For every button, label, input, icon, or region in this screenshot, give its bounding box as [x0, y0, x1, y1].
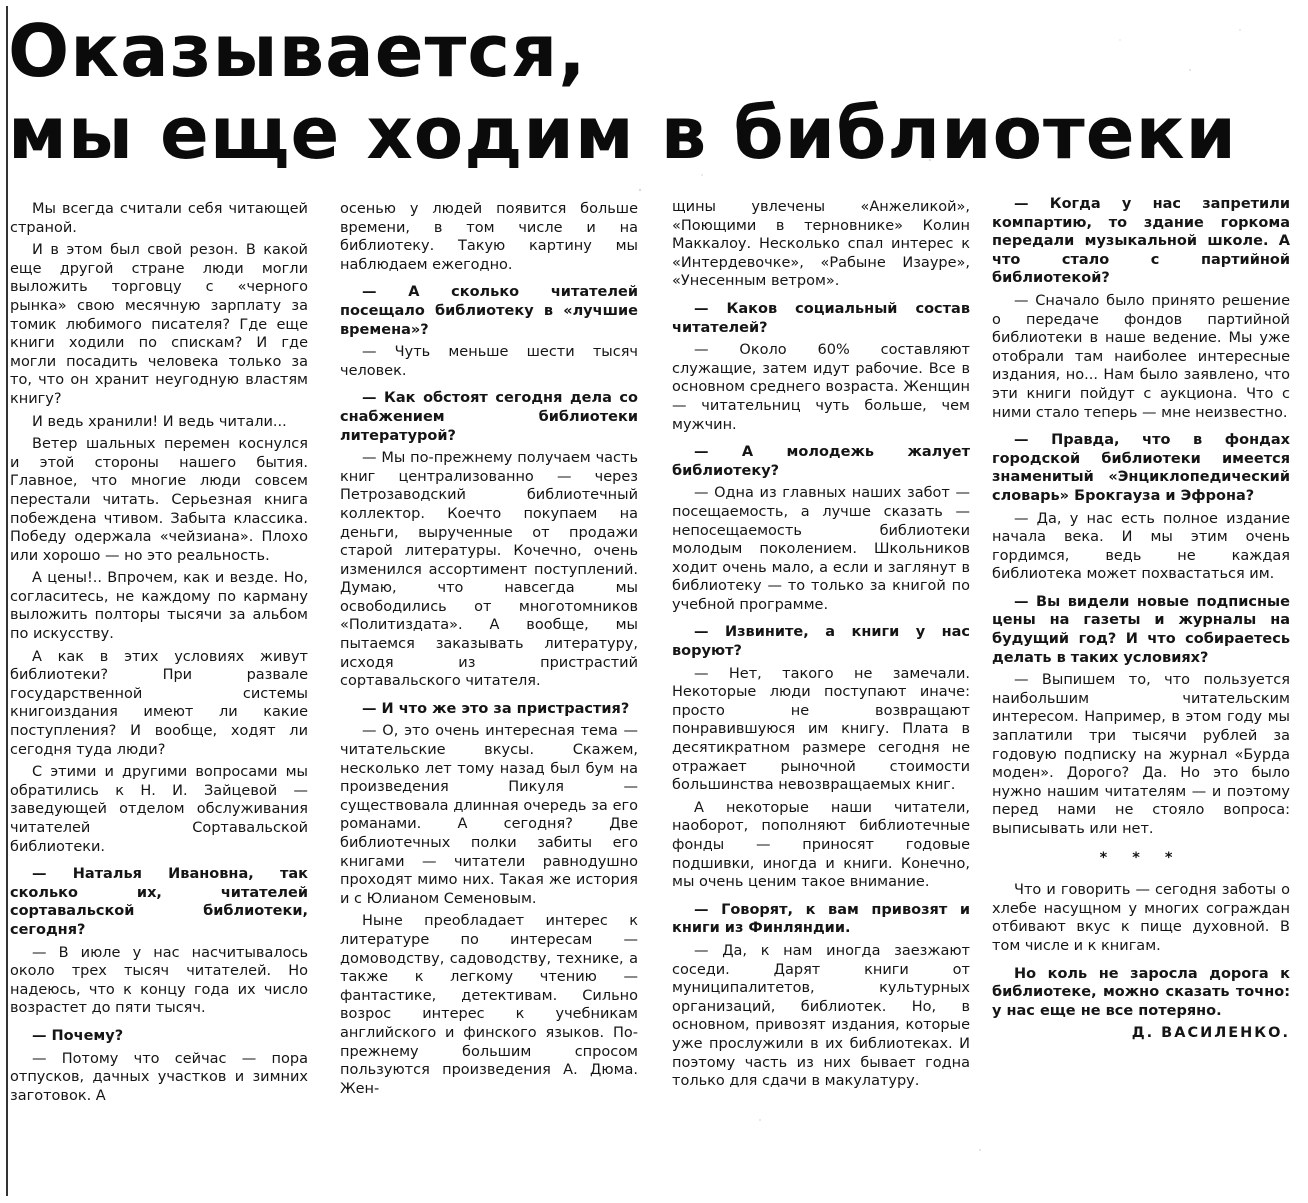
headline-line-1: Оказывается,	[8, 9, 587, 93]
article-paragraph: — О, это очень интересная тема — читательские вкусы. Скажем, несколько лет тому назад был бум на произведения Пикуля — существовала длинная очередь за его романами. А сегодня? Две библиотечных полки забиты его книгами — читатели равнодушно проходят мимо них. Такая же история и с Юлианом Семеновым.	[340, 723, 638, 907]
interview-question: Но коль не заросла дорога к библиотеке, можно сказать точно: у нас еще не все потеряно.	[992, 965, 1290, 1019]
interview-question: — Когда у нас запретили компартию, то здание горкома передали музыкальной школе. А что стало с партийной библиотекой?	[992, 196, 1290, 287]
article-paragraph: — Нет, такого не замечали. Некоторые люди поступают иначе: просто не возвращают понравившуюся им книгу. Плата в десятикратном размере сегодня не отражает рыночной стоимости большинства невозвращаемых книг.	[672, 665, 970, 794]
article-paragraph: А цены!.. Впрочем, как и везде. Но, согласитесь, не каждому по карману выложить полторы тысячи за альбом по искусству.	[10, 570, 308, 643]
interview-question: — И что же это за пристрастия?	[362, 700, 630, 717]
interview-question: — А сколько читателей посещало библиотеку в «лучшие времена»?	[340, 284, 638, 338]
article-paragraph: осенью у людей появится больше времени, в том числе и на библиотеку. Такую картину мы наблюдаем ежегодно.	[340, 201, 638, 273]
interview-question: — Каков социальный состав читателей?	[672, 300, 970, 336]
interview-question: — А молодежь жалует библиотеку?	[672, 444, 970, 479]
article-paragraph: — Да, у нас есть полное издание начала века. И мы этим очень гордимся, ведь не каждая библиотека может похвастаться им.	[992, 510, 1290, 583]
article-paragraph: — Около 60% составляют служащие, затем идут рабочие. Все в основном среднего возраста. Женщин — читательниц чуть больше, чем мужчин.	[672, 342, 970, 433]
article-paragraph: С этими и другими вопросами мы обратились к Н. И. Зайцевой — заведующей отделом обслуживания читателей Сортавальской библиотеки.	[10, 764, 308, 855]
interview-question: — Говорят, к вам привозят и книги из Финляндии.	[672, 901, 970, 937]
article-paragraph: И ведь хранили! И ведь читали...	[32, 413, 287, 430]
article-paragraph: — Одна из главных наших забот — посещаемость, а лучше сказать — непосещаемость библиотеки молодым поколением. Школьников ходит очень мало, а если и заглянут в библиотеку — то только за книгой по учебной программе.	[672, 485, 970, 613]
article-column-1	[10, 200, 308, 1185]
article-paragraph: щины увлечены «Анжеликой», «Поющими в терновнике» Колин Маккалоу. Несколько спал интерес к «Интердевочке», «Рабыне Изауре», «Унесенным ветром».	[672, 199, 970, 290]
interview-question: — Наталья Ивановна, так сколько их, читателей сортавальской библиотеки, сегодня?	[10, 866, 308, 938]
article-paragraph: А некоторые наши читатели, наоборот, пополняют библиотечные фонды — приносят годовые подшивки, иногда и книги. Конечно, мы очень ценим такое внимание.	[672, 799, 970, 891]
headline	[8, 9, 1237, 175]
article-paragraph: Ныне преобладает интерес к литературе по интересам — домоводству, садоводству, технике, а также к легкому чтению — фантастике, детективам. Сильно возрос интерес к учебникам английского и финского языков. По-прежнему большим спросом пользуются произведения А. Дюма. Жен-	[340, 913, 638, 1097]
article-paragraph: — Выпишем то, что пользуется наибольшим читательским интересом. Например, в этом году мы заплатили три тысячи рублей за годовую подписку на журнал «Бурда моден». Дорого? Да. Но это было нужно нашим читателям — и поэтому перед нами не стояло вопроса: выписывать или нет.	[992, 672, 1290, 837]
article-paragraph: — Чуть меньше шести тысяч человек.	[340, 344, 638, 379]
article-paragraph: — Мы по-прежнему получаем часть книг централизованно — через Петрозаводский библиотечный коллектор. Коечто покупаем на деньги, вырученные от продажи старой литературы. Кочечно, очень изменился ассортимент поступлений. Думаю, что навсегда мы освободились от многотомников «Политиздата». А вообще, мы пытаемся заказывать литературу, исходя из пристрастий сортавальского читателя.	[340, 450, 638, 690]
interview-question: — Правда, что в фондах городской библиотеки имеется знаменитый «Энциклопедический словарь» Брокгауза и Эфрона?	[992, 432, 1290, 504]
article-column-2	[340, 200, 638, 1185]
article-paragraph: Что и говорить — сегодня заботы о хлебе насущном у многих сограждан отбивают вкус к пище духовной. В том числе и к книгам.	[992, 882, 1290, 954]
article-paragraph: — Сначало было принято решение о передаче фондов партийной библиотеки в наше ведение. Мы уже отобрали там наиболее интересные издания, но... Нам было заявлено, что эти книги пойдут с аукциона. Что с ними стало теперь — мне неизвестно.	[992, 292, 1290, 421]
article-paragraph: Мы всегда считали себя читающей страной.	[10, 201, 308, 236]
article-paragraph: — Потому что сейчас — пора отпусков, дачных участков и зимних заготовок. А	[10, 1050, 308, 1104]
article-paragraph: — В июле у нас насчитывалось около трех тысяч читателей. Но надеюсь, что к концу года их число возрастет до пяти тысяч.	[10, 944, 308, 1017]
article-paragraph: И в этом был свой резон. В какой еще другой стране люди могли выложить торговцу с «черного рынка» свою месячную зарплату за томик любимого писателя? Где еще книги ходили по спискам? И где могли посадить человека только за то, что он хранит неугодную властям книгу?	[10, 242, 308, 407]
interview-question: — Вы видели новые подписные цены на газеты и журналы на будущий год? И что собираетесь делать в таких условиях?	[992, 593, 1290, 666]
interview-question: — Почему?	[32, 1027, 124, 1044]
author-signature: Д. ВАСИЛЕНКО.	[1131, 1025, 1290, 1042]
article-paragraph: А как в этих условиях живут библиотеки? При развале государственной системы книгоиздания имеют ли какие поступления? И вообще, ходят ли сегодня туда люди?	[10, 648, 308, 758]
article-column-3	[672, 198, 970, 1183]
interview-question: — Извините, а книги у нас воруют?	[672, 624, 970, 660]
headline-line-2: мы еще ходим в библиотеки	[8, 91, 1237, 175]
article-paragraph: — Да, к нам иногда заезжают соседи. Дарят книги от муниципалитетов, культурных организаций, библиотек. Но, в основном, привозят издания, которые уже прослужили в их библиотеках. И поэтому часть из них бывает годна только для сдачи в макулатуру.	[672, 942, 970, 1090]
article-paragraph: Ветер шальных перемен коснулся и этой стороны нашего бытия. Главное, что многие люди совсем перестали читать. Серьезная книга побеждена чтивом. Забыта классика. Победу одержала «чейзиана». Плохо или хорошо — но это реальность.	[10, 436, 308, 564]
section-separator-stars: * * *	[1099, 849, 1183, 866]
article-column-4	[992, 186, 1290, 1171]
interview-question: — Как обстоят сегодня дела со снабжением библиотеки литературой?	[340, 390, 638, 444]
